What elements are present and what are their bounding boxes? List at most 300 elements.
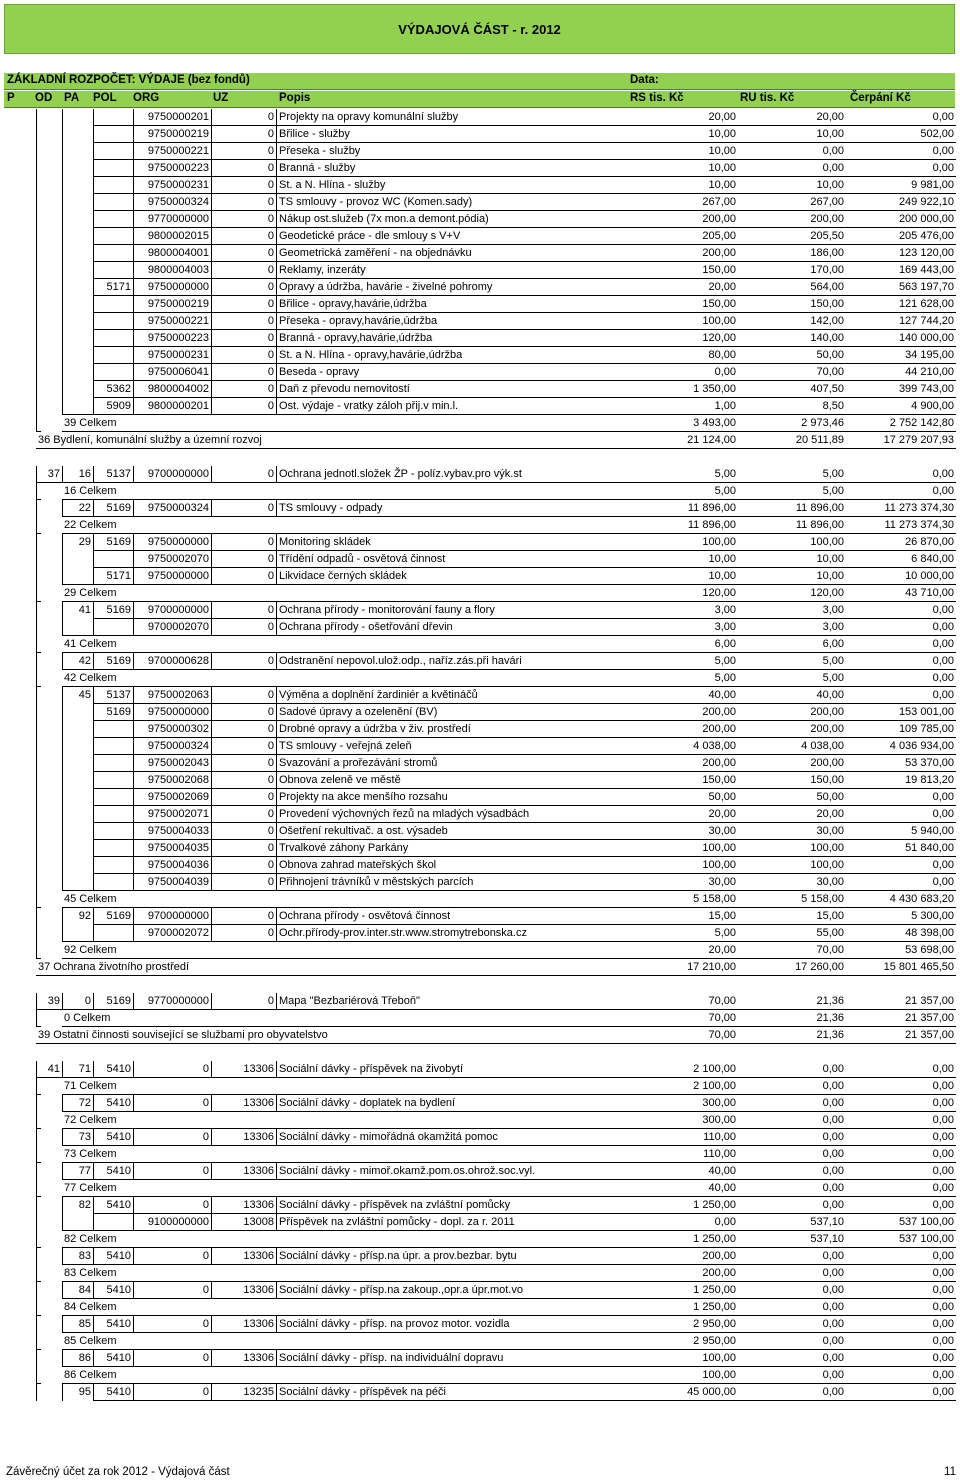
cell-uz: 13306 xyxy=(211,1350,276,1367)
cell-uz: 0 xyxy=(211,211,276,228)
cell-p xyxy=(36,177,62,194)
cell-ru: 537,10 xyxy=(738,1231,846,1248)
cell-pol xyxy=(93,755,133,772)
cell-org: 9750004036 xyxy=(133,857,211,874)
spacer-row xyxy=(0,976,960,993)
cell-pa xyxy=(62,364,93,381)
cell-p-border xyxy=(36,483,41,500)
cell-org: 9750002069 xyxy=(133,789,211,806)
table-row xyxy=(0,1163,960,1180)
cell-org: 9750000219 xyxy=(133,296,211,313)
table-row xyxy=(0,619,960,636)
cell-uz: 13306 xyxy=(211,1316,276,1333)
cell-cerpani: 21 357,00 xyxy=(846,1027,956,1044)
cell-org: 9700000000 xyxy=(133,466,211,483)
cell-org: 0 xyxy=(133,1316,211,1333)
col-header-ru: RU tis. Kč xyxy=(740,92,795,104)
cell-desc: Ochrana přírody - osvětová činnost xyxy=(276,908,626,925)
cell-pa: 41 xyxy=(62,602,93,619)
subtotal-row xyxy=(0,1367,960,1384)
cell-uz: 0 xyxy=(211,738,276,755)
cell-uz: 0 xyxy=(211,279,276,296)
cell-p-border xyxy=(36,636,41,653)
cell-uz: 0 xyxy=(211,823,276,840)
cell-pol xyxy=(93,347,133,364)
cell-cerpani: 44 210,00 xyxy=(846,364,956,381)
cell-pol xyxy=(93,840,133,857)
cell-cerpani: 15 801 465,50 xyxy=(846,959,956,976)
cell-pol xyxy=(93,160,133,177)
cell-ru: 5,00 xyxy=(738,483,846,500)
cell-ru: 0,00 xyxy=(738,1146,846,1163)
cell-cerpani: 0,00 xyxy=(846,1350,956,1367)
cell-rs: 10,00 xyxy=(626,143,738,160)
cell-p xyxy=(36,704,62,721)
cell-pa xyxy=(62,840,93,857)
cell-pa: 82 xyxy=(62,1197,93,1214)
cell-rs: 200,00 xyxy=(626,1265,738,1282)
cell-rs: 1 350,00 xyxy=(626,381,738,398)
cell-pa xyxy=(62,551,93,568)
cell-uz: 0 xyxy=(211,602,276,619)
cell-uz: 0 xyxy=(211,313,276,330)
cell-p-border xyxy=(36,585,41,602)
table-row xyxy=(0,1095,960,1112)
cell-org: 9750004033 xyxy=(133,823,211,840)
cell-pol: 5171 xyxy=(93,279,133,296)
col-header-uz: UZ xyxy=(213,92,229,104)
cell-rs: 1,00 xyxy=(626,398,738,415)
table-row xyxy=(0,738,960,755)
cell-uz: 0 xyxy=(211,364,276,381)
cell-ru: 0,00 xyxy=(738,1350,846,1367)
col-header-rs: RS tis. Kč xyxy=(630,92,684,104)
cell-ru: 0,00 xyxy=(738,1282,846,1299)
cell-pol: 5169 xyxy=(93,704,133,721)
cell-org: 9770000000 xyxy=(133,993,211,1010)
cell-org: 9770000000 xyxy=(133,211,211,228)
cell-rs: 100,00 xyxy=(626,313,738,330)
table-row xyxy=(0,789,960,806)
cell-ru: 0,00 xyxy=(738,1197,846,1214)
cell-uz: 13306 xyxy=(211,1282,276,1299)
cell-uz: 0 xyxy=(211,772,276,789)
cell-cerpani: 0,00 xyxy=(846,466,956,483)
cell-desc: Přeseka - opravy,havárie,údržba xyxy=(276,313,626,330)
cell-org: 0 xyxy=(133,1197,211,1214)
cell-p xyxy=(36,721,62,738)
cell-cerpani: 205 476,00 xyxy=(846,228,956,245)
cell-p xyxy=(36,398,62,415)
table-row xyxy=(0,908,960,925)
cell-org: 9750002068 xyxy=(133,772,211,789)
cell-p-border xyxy=(36,1078,41,1095)
cell-p xyxy=(36,874,62,891)
cell-ru: 0,00 xyxy=(738,143,846,160)
cell-rs: 100,00 xyxy=(626,1367,738,1384)
cell-ru: 5,00 xyxy=(738,670,846,687)
cell-uz: 0 xyxy=(211,755,276,772)
cell-desc: Ochrana přírody - ošetřování dřevin xyxy=(276,619,626,636)
table-row xyxy=(0,160,960,177)
cell-ru: 55,00 xyxy=(738,925,846,942)
cell-uz: 13306 xyxy=(211,1061,276,1078)
subtotal-label: 16 Celkem xyxy=(62,483,626,500)
cell-p xyxy=(36,194,62,211)
cell-cerpani: 0,00 xyxy=(846,1129,956,1146)
cell-org: 9750000219 xyxy=(133,126,211,143)
cell-ru: 200,00 xyxy=(738,211,846,228)
cell-pa xyxy=(62,381,93,398)
table-row xyxy=(0,840,960,857)
cell-cerpani: 0,00 xyxy=(846,1299,956,1316)
cell-cerpani: 53 370,00 xyxy=(846,755,956,772)
cell-rs: 40,00 xyxy=(626,1180,738,1197)
cell-uz: 0 xyxy=(211,653,276,670)
table-row xyxy=(0,806,960,823)
cell-desc: Nákup ost.služeb (7x mon.a demont.pódia) xyxy=(276,211,626,228)
cell-rs: 10,00 xyxy=(626,126,738,143)
subtotal-row xyxy=(0,1299,960,1316)
col-header-p: P xyxy=(7,92,15,104)
subtotal-label: 83 Celkem xyxy=(62,1265,626,1282)
subtotal-label: 73 Celkem xyxy=(62,1146,626,1163)
cell-pa xyxy=(62,262,93,279)
cell-p xyxy=(36,789,62,806)
cell-cerpani: 0,00 xyxy=(846,1248,956,1265)
cell-pa: 77 xyxy=(62,1163,93,1180)
subtotal-row xyxy=(0,432,960,449)
cell-rs: 40,00 xyxy=(626,1163,738,1180)
table-row xyxy=(0,687,960,704)
cell-uz: 0 xyxy=(211,721,276,738)
cell-cerpani: 4 036 934,00 xyxy=(846,738,956,755)
cell-p xyxy=(36,381,62,398)
cell-ru: 142,00 xyxy=(738,313,846,330)
cell-pa xyxy=(62,398,93,415)
cell-p-border xyxy=(36,1299,41,1316)
cell-rs: 40,00 xyxy=(626,687,738,704)
cell-org: 9750004035 xyxy=(133,840,211,857)
cell-pa xyxy=(62,177,93,194)
spacer-row xyxy=(0,449,960,466)
cell-rs: 70,00 xyxy=(626,1010,738,1027)
table-row xyxy=(0,381,960,398)
cell-pol: 5137 xyxy=(93,466,133,483)
cell-uz: 13306 xyxy=(211,1095,276,1112)
cell-cerpani: 0,00 xyxy=(846,1265,956,1282)
cell-pa: 0 xyxy=(62,993,93,1010)
cell-cerpani: 48 398,00 xyxy=(846,925,956,942)
cell-rs: 70,00 xyxy=(626,993,738,1010)
cell-cerpani: 200 000,00 xyxy=(846,211,956,228)
cell-desc: Projekty na akce menšího rozsahu xyxy=(276,789,626,806)
cell-rs: 21 124,00 xyxy=(626,432,738,449)
cell-cerpani: 0,00 xyxy=(846,1180,956,1197)
cell-pol: 5410 xyxy=(93,1350,133,1367)
cell-pa: 29 xyxy=(62,534,93,551)
cell-pa: 85 xyxy=(62,1316,93,1333)
cell-p xyxy=(36,160,62,177)
cell-rs: 5,00 xyxy=(626,483,738,500)
cell-cerpani: 0,00 xyxy=(846,483,956,500)
cell-rs: 110,00 xyxy=(626,1129,738,1146)
cell-p-border xyxy=(36,1265,41,1282)
col-header-od: OD xyxy=(35,92,53,104)
cell-ru: 5 158,00 xyxy=(738,891,846,908)
cell-p: 37 xyxy=(36,466,62,483)
cell-uz: 0 xyxy=(211,874,276,891)
cell-p xyxy=(36,619,62,636)
cell-desc: Geometrická zaměření - na objednávku xyxy=(276,245,626,262)
cell-rs: 1 250,00 xyxy=(626,1197,738,1214)
cell-rs: 267,00 xyxy=(626,194,738,211)
cell-desc: Ochr.přírody-prov.inter.str.www.stromytrebonska.cz xyxy=(276,925,626,942)
cell-pa xyxy=(62,160,93,177)
cell-ru: 0,00 xyxy=(738,1163,846,1180)
cell-p xyxy=(36,1282,62,1299)
cell-ru: 4 038,00 xyxy=(738,738,846,755)
cell-uz: 0 xyxy=(211,245,276,262)
cell-pa xyxy=(62,143,93,160)
cell-desc: Sadové úpravy a ozelenění (BV) xyxy=(276,704,626,721)
cell-ru: 0,00 xyxy=(738,1265,846,1282)
cell-desc: Mapa "Bezbariérová Třeboň" xyxy=(276,993,626,1010)
cell-pol xyxy=(93,228,133,245)
cell-pa: 83 xyxy=(62,1248,93,1265)
cell-p-border xyxy=(36,517,41,534)
cell-ru: 2 973,46 xyxy=(738,415,846,432)
cell-cerpani: 6 840,00 xyxy=(846,551,956,568)
col-header-pol: POL xyxy=(93,92,117,104)
cell-uz: 13306 xyxy=(211,1197,276,1214)
cell-org: 9750000231 xyxy=(133,177,211,194)
cell-pa xyxy=(62,1214,93,1231)
cell-org: 9700000628 xyxy=(133,653,211,670)
col-header-org: ORG xyxy=(133,92,160,104)
cell-pol: 5410 xyxy=(93,1282,133,1299)
cell-ru: 8,50 xyxy=(738,398,846,415)
page-footer xyxy=(6,1466,956,1480)
cell-cerpani: 4 430 683,20 xyxy=(846,891,956,908)
cell-org: 9750000221 xyxy=(133,143,211,160)
cell-rs: 11 896,00 xyxy=(626,517,738,534)
cell-cerpani: 563 197,70 xyxy=(846,279,956,296)
cell-cerpani: 0,00 xyxy=(846,636,956,653)
cell-cerpani: 0,00 xyxy=(846,143,956,160)
cell-ru: 0,00 xyxy=(738,1333,846,1350)
cell-rs: 5 158,00 xyxy=(626,891,738,908)
cell-cerpani: 109 785,00 xyxy=(846,721,956,738)
cell-pa xyxy=(62,296,93,313)
cell-pol xyxy=(93,806,133,823)
column-header-row xyxy=(4,91,955,108)
cell-pol xyxy=(93,245,133,262)
subtotal-label: 29 Celkem xyxy=(62,585,626,602)
table-row xyxy=(0,1214,960,1231)
data-label: Data: xyxy=(630,74,659,86)
cell-uz: 0 xyxy=(211,840,276,857)
cell-cerpani: 43 710,00 xyxy=(846,585,956,602)
cell-p xyxy=(36,1095,62,1112)
cell-org: 9800004001 xyxy=(133,245,211,262)
table-row xyxy=(0,466,960,483)
cell-pa xyxy=(62,330,93,347)
cell-p xyxy=(36,109,62,126)
cell-pol: 5169 xyxy=(93,534,133,551)
cell-cerpani: 4 900,00 xyxy=(846,398,956,415)
cell-p-border xyxy=(36,942,41,959)
cell-org: 9750000223 xyxy=(133,330,211,347)
cell-cerpani: 0,00 xyxy=(846,1163,956,1180)
cell-cerpani: 11 273 374,30 xyxy=(846,500,956,517)
cell-cerpani: 51 840,00 xyxy=(846,840,956,857)
cell-ru: 11 896,00 xyxy=(738,517,846,534)
cell-uz: 0 xyxy=(211,568,276,585)
cell-desc: Opravy a údržba, havárie - živelné pohromy xyxy=(276,279,626,296)
cell-uz: 0 xyxy=(211,534,276,551)
cell-pol xyxy=(93,925,133,942)
cell-uz: 0 xyxy=(211,228,276,245)
cell-pa: 84 xyxy=(62,1282,93,1299)
table-row xyxy=(0,857,960,874)
cell-pol xyxy=(93,721,133,738)
cell-p-border xyxy=(36,1146,41,1163)
table-row xyxy=(0,1350,960,1367)
cell-org: 9800002015 xyxy=(133,228,211,245)
cell-ru: 200,00 xyxy=(738,721,846,738)
cell-org: 9750000324 xyxy=(133,194,211,211)
cell-cerpani: 0,00 xyxy=(846,1316,956,1333)
cell-pol: 5169 xyxy=(93,602,133,619)
cell-ru: 0,00 xyxy=(738,160,846,177)
cell-ru: 20,00 xyxy=(738,109,846,126)
table-row xyxy=(0,653,960,670)
cell-pol xyxy=(93,330,133,347)
cell-cerpani: 2 752 142,80 xyxy=(846,415,956,432)
cell-p xyxy=(36,772,62,789)
cell-pol xyxy=(93,857,133,874)
cell-ru: 0,00 xyxy=(738,1112,846,1129)
cell-org: 9700002070 xyxy=(133,619,211,636)
cell-org: 0 xyxy=(133,1095,211,1112)
cell-pa xyxy=(62,704,93,721)
cell-rs: 200,00 xyxy=(626,211,738,228)
cell-rs: 150,00 xyxy=(626,262,738,279)
table-row xyxy=(0,228,960,245)
cell-cerpani: 0,00 xyxy=(846,1197,956,1214)
cell-pol: 5410 xyxy=(93,1129,133,1146)
cell-p xyxy=(36,653,62,670)
cell-p-border xyxy=(36,891,41,908)
cell-org: 9750000324 xyxy=(133,738,211,755)
cell-cerpani: 5 940,00 xyxy=(846,823,956,840)
cell-uz: 0 xyxy=(211,500,276,517)
cell-org: 9100000000 xyxy=(133,1214,211,1231)
cell-rs: 100,00 xyxy=(626,840,738,857)
cell-rs: 2 950,00 xyxy=(626,1316,738,1333)
cell-cerpani: 399 743,00 xyxy=(846,381,956,398)
cell-ru: 10,00 xyxy=(738,568,846,585)
table-row xyxy=(0,1384,960,1401)
cell-desc: Reklamy, inzeráty xyxy=(276,262,626,279)
table-row xyxy=(0,1248,960,1265)
cell-desc: Provedení výchovných řezů na mladých výsadbách xyxy=(276,806,626,823)
cell-p xyxy=(36,1350,62,1367)
subtotal-label: 86 Celkem xyxy=(62,1367,626,1384)
cell-rs: 110,00 xyxy=(626,1146,738,1163)
cell-cerpani: 21 357,00 xyxy=(846,1010,956,1027)
cell-cerpani: 9 981,00 xyxy=(846,177,956,194)
cell-ru: 0,00 xyxy=(738,1095,846,1112)
cell-p xyxy=(36,364,62,381)
col-header-pa: PA xyxy=(64,92,80,104)
cell-p-border xyxy=(36,1112,41,1129)
cell-ru: 205,50 xyxy=(738,228,846,245)
subtotal-row xyxy=(0,1112,960,1129)
cell-ru: 0,00 xyxy=(738,1078,846,1095)
cell-ru: 20,00 xyxy=(738,806,846,823)
cell-pa xyxy=(62,347,93,364)
cell-desc: Odstranění nepovol.ulož.odp., naříz.zás.při havári xyxy=(276,653,626,670)
subtotal-label: 82 Celkem xyxy=(62,1231,626,1248)
table-row xyxy=(0,534,960,551)
cell-cerpani: 19 813,20 xyxy=(846,772,956,789)
cell-desc: Drobné opravy a údržba v živ. prostředí xyxy=(276,721,626,738)
cell-cerpani: 0,00 xyxy=(846,857,956,874)
cell-cerpani: 26 870,00 xyxy=(846,534,956,551)
cell-pa xyxy=(62,772,93,789)
cell-rs: 5,00 xyxy=(626,925,738,942)
cell-p-border xyxy=(36,1367,41,1384)
cell-desc: Sociální dávky - mimoř.okamž.pom.os.ohrož.soc.vyl. xyxy=(276,1163,626,1180)
cell-p xyxy=(36,602,62,619)
cell-pa xyxy=(62,245,93,262)
cell-rs: 10,00 xyxy=(626,568,738,585)
table-row xyxy=(0,296,960,313)
cell-p-border xyxy=(36,1180,41,1197)
cell-desc: Sociální dávky - přísp.na úpr. a prov.bezbar. bytu xyxy=(276,1248,626,1265)
cell-uz: 0 xyxy=(211,789,276,806)
cell-uz: 0 xyxy=(211,466,276,483)
subtotal-row xyxy=(0,1180,960,1197)
cell-p-border xyxy=(36,1231,41,1248)
subtotal-row xyxy=(0,415,960,432)
cell-pol: 5410 xyxy=(93,1163,133,1180)
cell-pa: 42 xyxy=(62,653,93,670)
cell-rs: 80,00 xyxy=(626,347,738,364)
cell-p xyxy=(36,1163,62,1180)
cell-pol: 5137 xyxy=(93,687,133,704)
cell-desc: Sociální dávky - doplatek na bydlení xyxy=(276,1095,626,1112)
cell-desc: Sociální dávky - příspěvek na živobytí xyxy=(276,1061,626,1078)
cell-pol: 5362 xyxy=(93,381,133,398)
cell-ru: 186,00 xyxy=(738,245,846,262)
cell-rs: 300,00 xyxy=(626,1112,738,1129)
cell-pol: 5410 xyxy=(93,1248,133,1265)
cell-rs: 17 210,00 xyxy=(626,959,738,976)
cell-p xyxy=(36,857,62,874)
cell-p-border xyxy=(36,670,41,687)
cell-ru: 5,00 xyxy=(738,653,846,670)
cell-pa xyxy=(62,721,93,738)
cell-p-border xyxy=(36,415,41,432)
cell-rs: 15,00 xyxy=(626,908,738,925)
page-number: 11 xyxy=(944,1466,956,1478)
cell-org: 9750000000 xyxy=(133,704,211,721)
subtotal-label: 0 Celkem xyxy=(62,1010,626,1027)
cell-pa xyxy=(62,279,93,296)
